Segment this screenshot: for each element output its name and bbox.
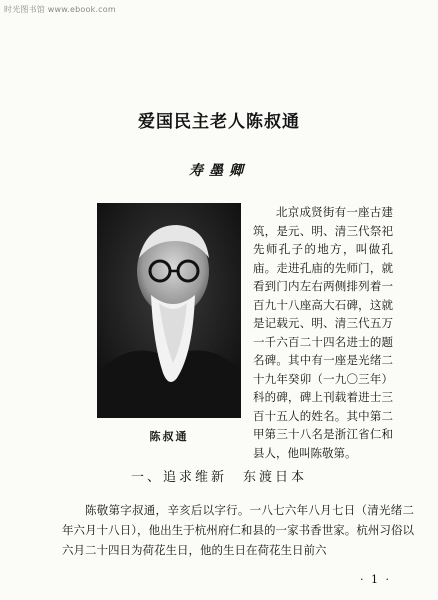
page-number: · 1 · [360, 573, 391, 586]
watermark: 时光图书馆 www.ebook.com [4, 5, 116, 14]
photo-caption: 陈叔通 [149, 430, 189, 443]
intro-text [253, 203, 393, 462]
body-paragraph: 陈敬第字叔通，辛亥后以字行。一八七六年八月七日（清光绪二年六月十八日），他出生于杭州府仁和县的一家书香世家。杭州习俗以六月二十四日为荷花生日，他的生日在荷花生日前六 [62, 503, 414, 557]
author-name: 寿墨卿 [189, 163, 249, 179]
article-title: 爱国民主老人陈叔通 [138, 112, 300, 132]
portrait-photo [97, 203, 241, 418]
body-text [62, 500, 414, 560]
intro-paragraph: 北京成贤街有一座古建筑，是元、明、清三代祭祀先师孔子的地方，叫做孔庙。走进孔庙的先师门，就看到门内左右两侧排列着一百九十八座高大石碑，这就是记载元、明、清三代五万一千六百二十四名进士的题名碑。其中有一座是光绪二十九年癸卯（一九〇三年）科的碑，碑上刊载着进士三百十五人的姓名。其中第二甲第三十八名是浙江省仁和县人，他叫陈敬第。 [253, 205, 393, 460]
section-heading: 一、追求维新 东渡日本 [130, 470, 307, 485]
portrait-illustration [97, 203, 241, 418]
